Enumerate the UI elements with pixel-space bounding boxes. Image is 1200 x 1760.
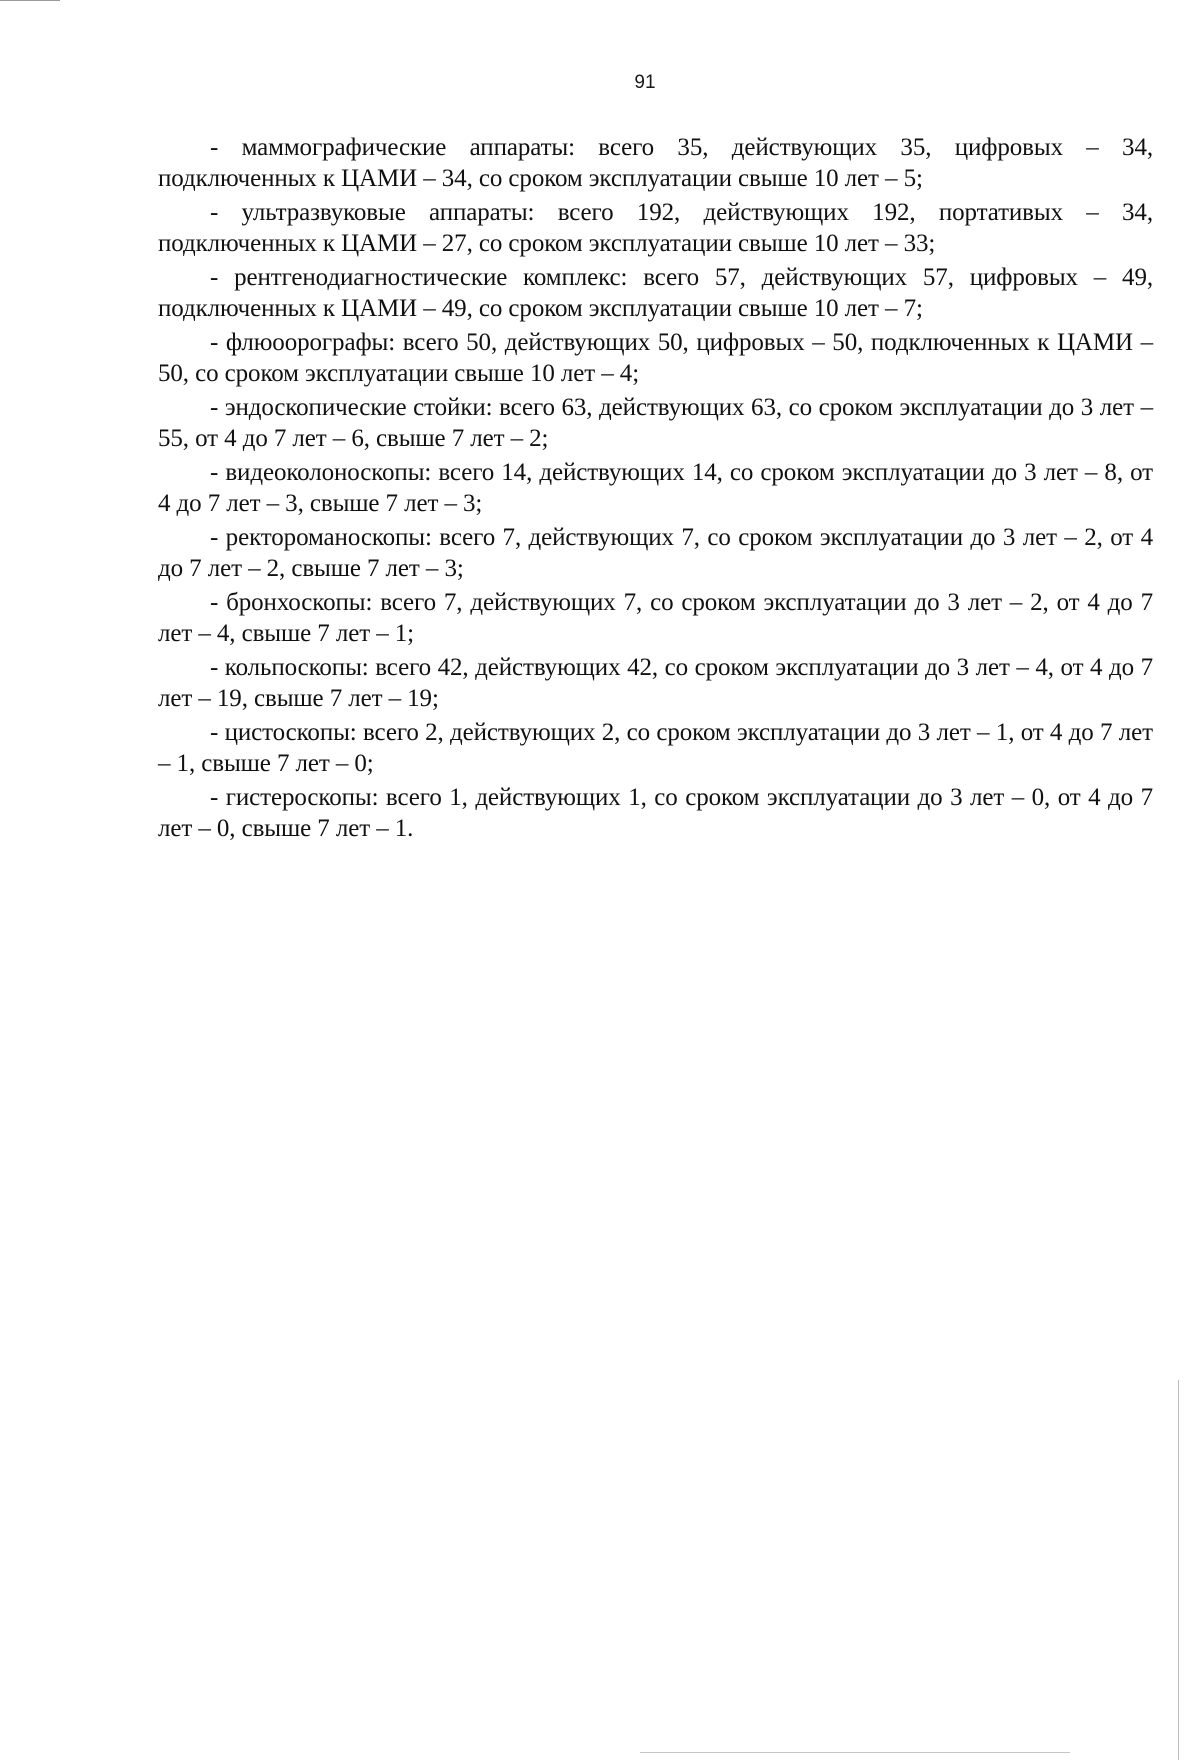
equipment-item-endoscopic-racks: - эндоскопические стойки: всего 63, действующих 63, со сроком эксплуатации до 3 лет – 55, от 4 до 7 лет – 6, свыше 7 лет – 2;	[158, 394, 1153, 452]
scan-artifact-bottom-edge	[640, 1752, 1070, 1753]
equipment-item-cystoscope: - цистоскопы: всего 2, действующих 2, со сроком эксплуатации до 3 лет – 1, от 4 до 7 лет – 1, свыше 7 лет – 0;	[158, 719, 1153, 777]
equipment-item-fluorograph: - флюоорографы: всего 50, действующих 50, цифровых – 50, подключенных к ЦАМИ – 50, со сроком эксплуатации свыше 10 лет – 4;	[158, 329, 1153, 387]
equipment-item-mammography: - маммографические аппараты: всего 35, действующих 35, цифровых – 34, подключенных к ЦАМИ – 34, со сроком эксплуатации свыше 10 лет – 5;	[158, 134, 1153, 192]
scan-artifact-right-edge	[1178, 1380, 1179, 1760]
equipment-item-bronchoscope: - бронхоскопы: всего 7, действующих 7, со сроком эксплуатации до 3 лет – 2, от 4 до 7 лет – 4, свыше 7 лет – 1;	[158, 589, 1153, 647]
page-number: 91	[634, 72, 656, 93]
equipment-item-rectoromanoscope: - ректороманоскопы: всего 7, действующих 7, со сроком эксплуатации до 3 лет – 2, от 4 до 7 лет – 2, свыше 7 лет – 3;	[158, 524, 1153, 582]
scan-artifact-top-left	[0, 0, 60, 1]
equipment-item-videocolonoscope: - видеоколоноскопы: всего 14, действующих 14, со сроком эксплуатации до 3 лет – 8, от 4 до 7 лет – 3, свыше 7 лет – 3;	[158, 459, 1153, 517]
equipment-item-hysteroscope: - гистероскопы: всего 1, действующих 1, со сроком эксплуатации до 3 лет – 0, от 4 до 7 лет – 0, свыше 7 лет – 1.	[158, 784, 1153, 842]
equipment-item-ultrasound: - ультразвуковые аппараты: всего 192, действующих 192, портативых – 34, подключенных к ЦАМИ – 27, со сроком эксплуатации свыше 10 лет – 33;	[158, 199, 1153, 257]
equipment-item-xray-complex: - рентгенодиагностические комплекс: всего 57, действующих 57, цифровых – 49, подключенных к ЦАМИ – 49, со сроком эксплуатации свыше 10 лет – 7;	[158, 264, 1153, 322]
equipment-item-colposcope: - кольпоскопы: всего 42, действующих 42, со сроком эксплуатации до 3 лет – 4, от 4 до 7 лет – 19, свыше 7 лет – 19;	[158, 654, 1153, 712]
document-body	[158, 132, 1153, 847]
